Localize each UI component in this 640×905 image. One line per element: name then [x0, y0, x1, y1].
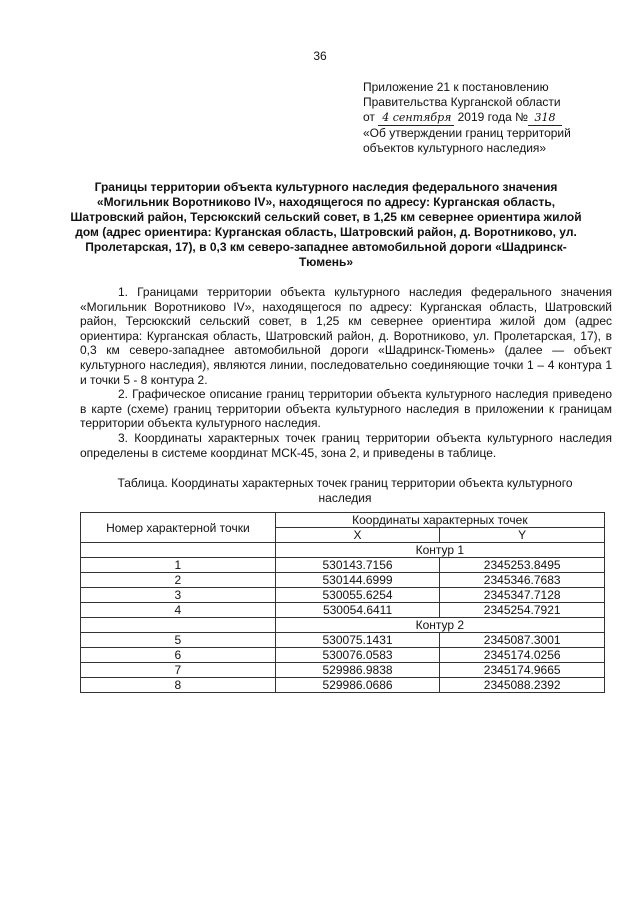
- paragraph-3: 3. Координаты характерных точек границ территории объекта культурного наследия определены в системе координат МСК-45, зона 2, и приведены в таблице.: [80, 430, 612, 460]
- page-number: 36: [313, 49, 327, 63]
- document-title: Границы территории объекта культурного наследия федерального значения «Могильник Воротниково IV», находящегося по адресу: Курганская область, Шатровский район, Терсюкский сельский совет, в 1,25 км севернее ориентира жилой дом (адрес ориентира: Курганская область, Шатровский район, д. Воротниково, ул. Пролетарская, 17), в 0,3 км северо-западнее автомобильной дороги «Шадринск-Тюмень»: [70, 180, 582, 269]
- coord-x: 529986.0686: [275, 678, 440, 693]
- contour-label: Контур 2: [275, 618, 604, 633]
- coord-x: 530055.6254: [275, 588, 440, 603]
- point-number: 7: [81, 663, 276, 678]
- coord-y: 2345174.9665: [440, 663, 605, 678]
- table-row: [81, 648, 605, 663]
- table-row: [81, 603, 605, 618]
- coord-x: 529986.9838: [275, 663, 440, 678]
- annex-year: 2019 года №: [457, 110, 529, 124]
- coord-x: 530075.1431: [275, 633, 440, 648]
- table-row: [81, 588, 605, 603]
- table-row: [81, 663, 605, 678]
- point-number: 6: [81, 648, 276, 663]
- table-row: [81, 633, 605, 648]
- annex-line-5: объектов культурного наследия»: [363, 141, 547, 155]
- coord-y: 2345087.3001: [440, 633, 605, 648]
- coord-x: 530143.7156: [275, 558, 440, 573]
- coordinates-table: [80, 512, 605, 693]
- body-text: [80, 285, 612, 460]
- coord-x: 530054.6411: [275, 603, 440, 618]
- annex-block: [363, 80, 623, 156]
- point-number: 3: [81, 588, 276, 603]
- contour-spacer: [81, 618, 276, 633]
- header-x: X: [275, 528, 440, 543]
- coord-y: 2345174.0256: [440, 648, 605, 663]
- coord-y: 2345088.2392: [440, 678, 605, 693]
- point-number: 4: [81, 603, 276, 618]
- header-coordinates: Координаты характерных точек: [275, 513, 604, 528]
- point-number: 2: [81, 573, 276, 588]
- contour-spacer: [81, 543, 276, 558]
- annex-from: от: [363, 110, 375, 124]
- contour-label: Контур 1: [275, 543, 604, 558]
- handwritten-number: 318: [528, 110, 562, 126]
- table-row: [81, 573, 605, 588]
- table-row: [81, 558, 605, 573]
- annex-line-2: Правительства Курганской области: [363, 95, 561, 109]
- coord-x: 530144.6999: [275, 573, 440, 588]
- handwritten-date: 4 сентября: [378, 110, 454, 126]
- paragraph-2: 2. Графическое описание границ территории объекта культурного наследия приведено в карте (схеме) границ территории объекта культурного наследия в приложении к границам территории объекта культурного наследия.: [80, 387, 612, 431]
- coord-y: 2345346.7683: [440, 573, 605, 588]
- annex-line-3: [363, 110, 623, 126]
- header-y: Y: [440, 528, 605, 543]
- header-point-number: Номер характерной точки: [81, 513, 276, 543]
- paragraph-1: 1. Границами территории объекта культурного наследия федерального значения «Могильник Воротниково IV», находящегося по адресу: Курганская область, Шатровский район, Терсюкский сельский совет, в 1,25 км севернее ориентира жилой дом (адрес ориентира: Курганская область, Шатровский район, д. Воротниково, ул. Пролетарская, 17), в 0,3 км северо-западнее автомобильной дороги «Шадринск-Тюмень» (далее — объект культурного наследия), являются линии, последовательно соединяющие точки 1 – 4 контура 1 и точки 5 - 8 контура 2.: [80, 285, 612, 387]
- table-caption: Таблица. Координаты характерных точек границ территории объекта культурного наследия: [117, 476, 573, 505]
- coord-y: 2345254.7921: [440, 603, 605, 618]
- coord-y: 2345253.8495: [440, 558, 605, 573]
- point-number: 1: [81, 558, 276, 573]
- point-number: 5: [81, 633, 276, 648]
- table-row: [81, 678, 605, 693]
- point-number: 8: [81, 678, 276, 693]
- coord-y: 2345347.7128: [440, 588, 605, 603]
- annex-line-1: Приложение 21 к постановлению: [363, 80, 549, 94]
- annex-line-4: «Об утверждении границ территорий: [363, 126, 571, 140]
- coord-x: 530076.0583: [275, 648, 440, 663]
